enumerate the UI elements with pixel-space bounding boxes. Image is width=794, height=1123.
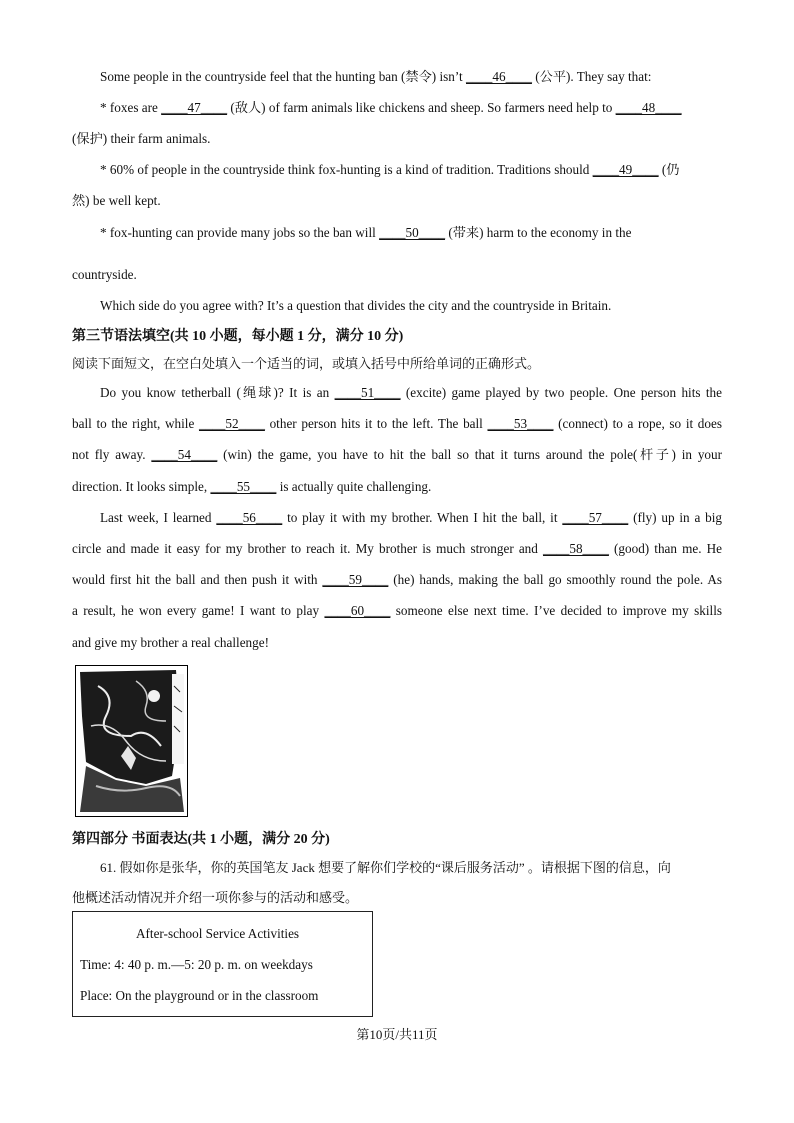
text: (公平). They say that: [531,69,652,84]
text: * fox-hunting can provide many jobs so the ban will [100,225,380,240]
text: (win) the game, you have to hit the ball so that it turns around the pole(杆子) in your [217,447,723,462]
blank-47[interactable]: ____47____ [161,100,228,115]
blank-52[interactable]: ____52____ [198,416,265,431]
section3-instruction: 阅读下面短文，在空白处填入一个适当的词，或填入括号中所给单词的正确形式。 [72,356,541,371]
blank-55[interactable]: ____55____ [210,479,277,494]
text: not fly away. [72,447,152,462]
text: other person hits it to the left. The ball [264,416,488,431]
blank-49[interactable]: ____49____ [592,162,659,177]
section3-heading: 第三节语法填空(共 10 小题，每小题 1 分，满分 10 分) [72,329,404,344]
text: (connect) to a rope, so it does [553,416,722,431]
tetherball-line-5 [100,509,722,527]
tetherball-line-7 [72,571,722,589]
text: ball to the right, while [72,416,199,431]
text: * 60% of people in the countryside think fox-hunting is a kind of tradition. Traditions should [100,162,593,177]
photo-illustration [76,666,187,816]
text: a result, he won every game! I want to play [72,603,325,618]
text: * foxes are [100,100,162,115]
text: someone else next time. I’ve decided to improve my skills [390,603,722,618]
text: (敌人) of farm animals like chickens and sheep. So farmers need help to [227,100,616,115]
hunting-line-6 [100,224,631,242]
info-box [72,911,373,1017]
hunting-line-7: countryside. [72,267,137,282]
blank-57[interactable]: ____57____ [562,510,629,525]
blank-51[interactable]: ____51____ [334,385,401,400]
info-box-title: After-school Service Activities [136,926,300,941]
info-box-time: Time: 4: 40 p. m.—5: 20 p. m. on weekdays [80,957,313,972]
info-box-place: Place: On the playground or in the classroom [80,988,319,1003]
text: (good) than me. He [608,541,723,556]
q61-line-1: 61. 假如你是张华，你的英国笔友 Jack 想要了解你们学校的“课后服务活动” 。请根据下图的信息，向 [100,860,671,875]
hunting-line-3: (保护) their farm animals. [72,131,211,146]
page-number: 第10页/共11页 [356,1027,438,1042]
tetherball-line-2 [72,415,722,433]
text: is actually quite challenging. [276,479,432,494]
tetherball-line-9: and give my brother a real challenge! [72,635,269,650]
q61-line-2: 他概述活动情况并介绍一项你参与的活动和感受。 [72,890,359,905]
tetherball-line-4 [72,478,431,496]
tetherball-line-6 [72,540,722,558]
tetherball-line-1 [100,384,722,402]
blank-58[interactable]: ____58____ [542,541,609,556]
text: would first hit the ball and then push it with [72,572,323,587]
blank-53[interactable]: ____53____ [487,416,554,431]
hunting-line-4 [100,161,680,179]
hunting-line-5: 然) be well kept. [72,193,161,208]
info-box-divider [72,1016,373,1017]
text: (带来) harm to the economy in the [445,225,632,240]
tetherball-line-8 [72,602,722,620]
text: to play it with my brother. When I hit the ball, it [282,510,563,525]
blank-46[interactable]: ____46____ [466,69,532,84]
blank-56[interactable]: ____56____ [216,510,283,525]
text: circle and made it easy for my brother to reach it. My brother is much stronger and [72,541,543,556]
hunting-line-1 [100,68,651,86]
section4-heading: 第四部分 书面表达(共 1 小题，满分 20 分) [72,832,330,847]
text: direction. It looks simple, [72,479,211,494]
text: (he) hands, making the ball go smoothly round the pole. As [388,572,723,587]
text: Last week, I learned [100,510,217,525]
hunting-line-2 [100,99,682,117]
hunting-line-8: Which side do you agree with? It’s a question that divides the city and the countryside in Britain. [100,298,612,313]
blank-60[interactable]: ____60____ [324,603,391,618]
text: (仍 [658,162,680,177]
blank-48[interactable]: ____48____ [615,100,682,115]
tetherball-line-3 [72,446,722,464]
text: (fly) up in a big [628,510,722,525]
blank-54[interactable]: ____54____ [151,447,218,462]
text: Some people in the countryside feel that the hunting ban (禁令) isn’t [100,69,466,84]
tetherball-photo [75,665,188,817]
text: Do you know tetherball (绳球)? It is an [100,385,335,400]
blank-59[interactable]: ____59____ [322,572,389,587]
text: (excite) game played by two people. One person hits the [400,385,723,400]
blank-50[interactable]: ____50____ [379,225,446,240]
